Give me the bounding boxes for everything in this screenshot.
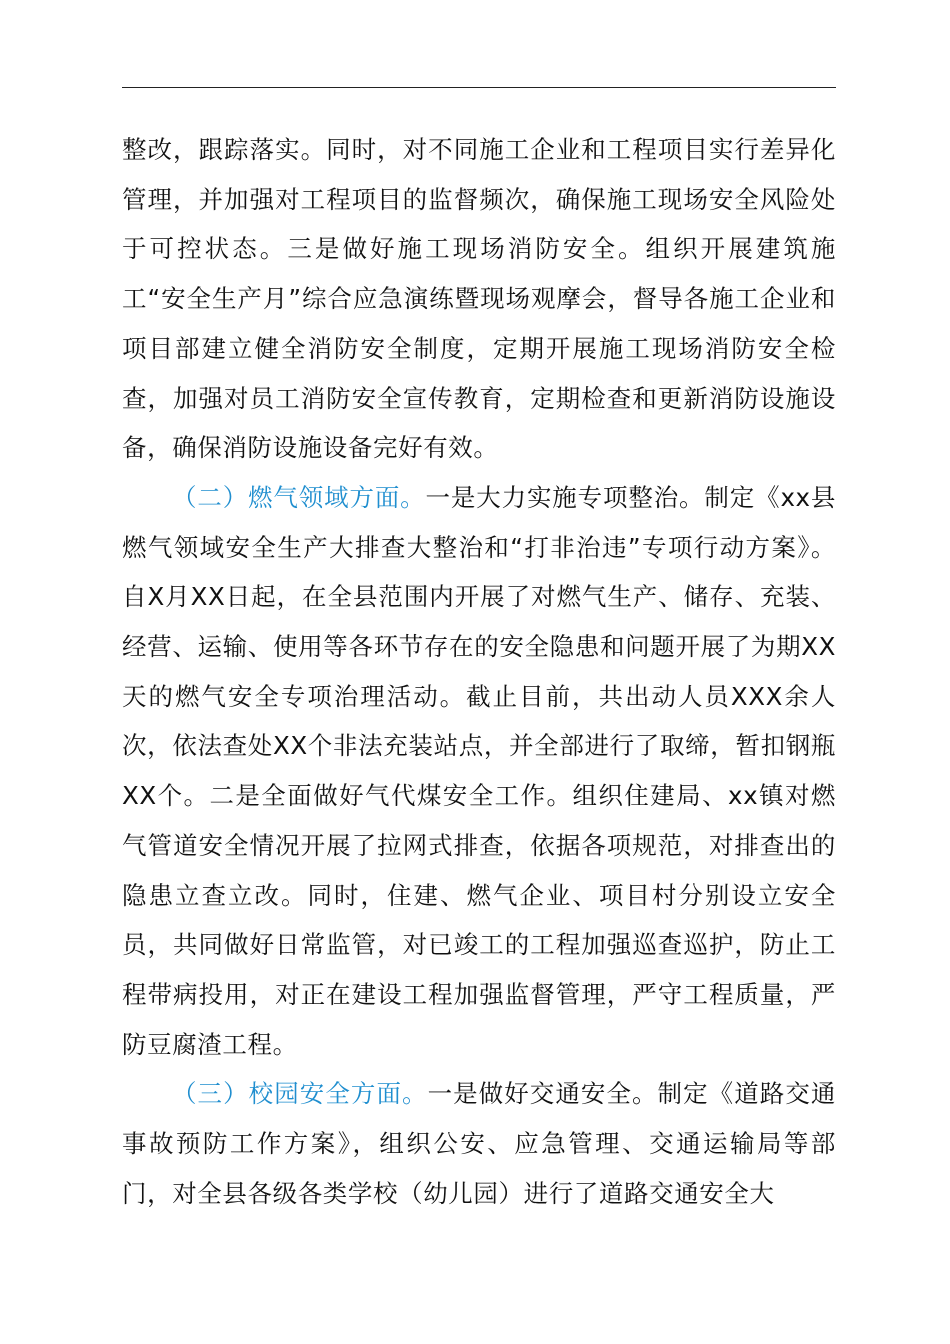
header-rule <box>122 87 836 88</box>
paragraph-campus-safety <box>122 1069 836 1218</box>
section-heading-gas: （二）燃气领域方面。 <box>172 482 426 512</box>
section-heading-campus: （三）校园安全方面。 <box>172 1079 428 1109</box>
paragraph-continuation <box>122 125 836 473</box>
paragraph-gas-sector <box>122 473 836 1069</box>
paragraph-text: 整改，跟踪落实。同时，对不同施工企业和工程项目实行差异化管理，并加强对工程项目的监督频次，确保施工现场安全风险处于可控状态。三是做好施工现场消防安全。组织开展建筑施工“安全生产月”综合应急演练暨现场观摩会，督导各施工企业和项目部建立健全消防安全制度，定期开展施工现场消防安全检查，加强对员工消防安全宣传教育，定期检查和更新消防设施设备，确保消防设施设备完好有效。 <box>122 135 836 463</box>
paragraph-text: 一是大力实施专项整治。制定《xx县燃气领域安全生产大排查大整治和“打非治违”专项行动方案》。自X月XX日起，在全县范围内开展了对燃气生产、储存、充装、经营、运输、使用等各环节存在的安全隐患和问题开展了为期XX天的燃气安全专项治理活动。截止目前，共出动人员XXX余人次，依法查处XX个非法充装站点，并全部进行了取缔，暂扣钢瓶XX个。二是全面做好气代煤安全工作。组织住建局、xx镇对燃气管道安全情况开展了拉网式排查，依据各项规范，对排查出的隐患立查立改。同时，住建、燃气企业、项目村分别设立安全员，共同做好日常监管，对已竣工的工程加强巡查巡护，防止工程带病投用，对正在建设工程加强监督管理，严守工程质量，严防豆腐渣工程。 <box>122 482 837 1059</box>
document-body <box>122 125 836 1218</box>
paragraph-text: 一是做好交通安全。制定《道路交通事故预防工作方案》，组织公安、应急管理、交通运输局等部门，对全县各级各类学校（幼儿园）进行了道路交通安全大 <box>122 1079 836 1208</box>
